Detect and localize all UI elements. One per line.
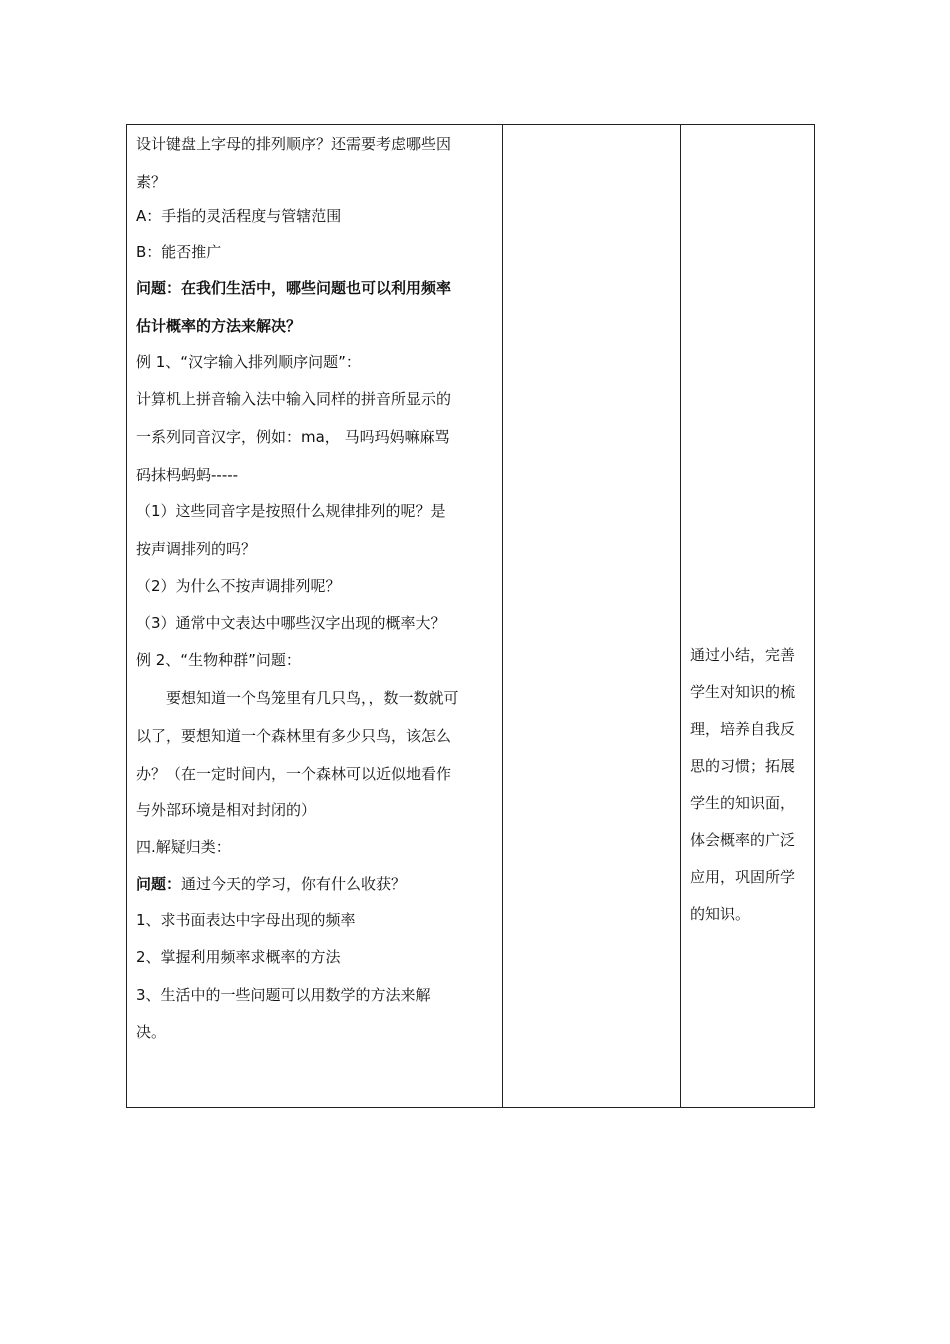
text-line: 设计键盘上字母的排列顺序？还需要考虑哪些因 bbox=[136, 135, 452, 153]
note-line: 体会概率的广泛 bbox=[690, 831, 796, 849]
text-line: 按声调排列的吗？ bbox=[136, 540, 257, 558]
lesson-plan-table bbox=[126, 124, 815, 1108]
example-heading: 例 2、“生物种群”问题： bbox=[136, 651, 301, 669]
text-line: （3）通常中文表达中哪些汉字出现的概率大？ bbox=[136, 614, 446, 632]
text-line: B：能否推广 bbox=[136, 243, 222, 261]
text-line: 一系列同音汉字，例如：ma， 马吗玛妈嘛麻骂 bbox=[136, 428, 450, 446]
question-label: 问题： bbox=[136, 875, 182, 893]
question-heading: 估计概率的方法来解决？ bbox=[136, 317, 302, 335]
text-line: （1）这些同音字是按照什么规律排列的呢？是 bbox=[136, 502, 446, 520]
main-content-column bbox=[127, 125, 503, 1107]
note-line: 学生的知识面， bbox=[690, 794, 796, 812]
note-column bbox=[681, 125, 814, 1107]
question-heading: 问题：在我们生活中，哪些问题也可以利用频率 bbox=[136, 279, 452, 297]
note-line: 学生对知识的梳 bbox=[690, 683, 796, 701]
text-line: 要想知道一个鸟笼里有几只鸟，，数一数就可 bbox=[166, 689, 459, 707]
text-line: 办？（在一定时间内，一个森林可以近似地看作 bbox=[136, 765, 452, 783]
text-line: 1、求书面表达中字母出现的频率 bbox=[136, 911, 356, 929]
note-line: 理，培养自我反 bbox=[690, 720, 796, 738]
note-line: 思的习惯；拓展 bbox=[690, 757, 796, 775]
note-line: 通过小结，完善 bbox=[690, 646, 796, 664]
text-line: 3、生活中的一些问题可以用数学的方法来解 bbox=[136, 986, 431, 1004]
text-line: 2、掌握利用频率求概率的方法 bbox=[136, 948, 341, 966]
text-line: 以了，要想知道一个森林里有多少只鸟，该怎么 bbox=[136, 727, 452, 745]
text-line: 决。 bbox=[136, 1023, 167, 1041]
question-text: 通过今天的学习，你有什么收获？ bbox=[181, 875, 407, 893]
note-line: 的知识。 bbox=[690, 905, 751, 923]
section-heading: 四.解疑归类： bbox=[136, 838, 231, 856]
text-line: 素？ bbox=[136, 173, 167, 191]
text-line: 与外部环境是相对封闭的） bbox=[136, 801, 317, 819]
question-line bbox=[136, 874, 406, 894]
text-line: A：手指的灵活程度与管辖范围 bbox=[136, 207, 342, 225]
text-line: （2）为什么不按声调排列呢？ bbox=[136, 577, 341, 595]
example-heading: 例 1、“汉字输入排列顺序问题”： bbox=[136, 353, 361, 371]
text-line: 计算机上拼音输入法中输入同样的拼音所显示的 bbox=[136, 390, 452, 408]
text-line: 码抹杩蚂蚂----- bbox=[136, 466, 239, 484]
empty-middle-column bbox=[503, 125, 681, 1107]
note-line: 应用，巩固所学 bbox=[690, 868, 796, 886]
